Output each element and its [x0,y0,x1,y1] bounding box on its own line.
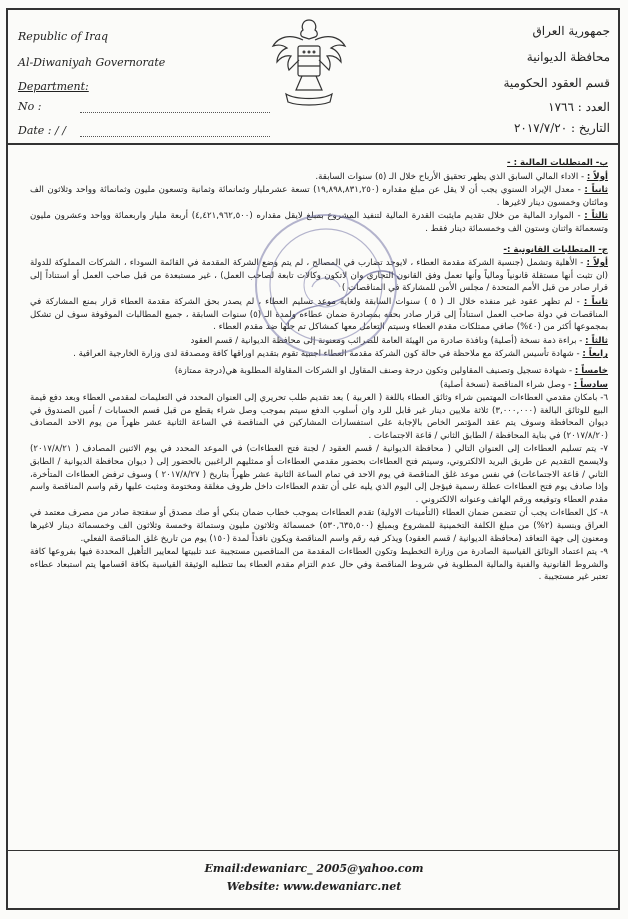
item-text: - شهادة تأسيس الشركة مع ملاحظة في حالة كون الشركة مقدمة العطاء اجنبية تقوم بتقديم اوراقها كافة ومصدقة لدى وزارة الخارجية العراقية . [73,349,580,360]
numbered-item-8: ٨- كل العطاءات يجب أن تتضمن ضمان العطاء (التأمينات الاولية) تقدم العطاءات بموجب خطاب ضمان بنكي أو صك مصدق أو سفتجة صادر من مصرف معتمد في العراق وبنسبة (٢%) من مبلغ الكلفة التخمينية للمشروع وبمبلغ (٥٣٠,٦٣٥,٥٠٠) خمسمائة وثلاثون مليون وستمائة وخمسة وثلاثون الف وخمسمائة دينار لاغيرها ومعنون إلى جهة التعاقد (محافظة الديوانية / قسم العقود) ويذكر فيه رقم واسم المناقصة ويكون نافذاً لمدة (١٥٠) يوم من تاريخ غلق المناقصة الفعلي. [30,508,608,544]
item-label: خامساً : [574,365,608,376]
header-department-ar: قسم العقود الحكومية [503,76,610,90]
legal-requirements-title: ج- المتطلبات القانونية :- [503,244,608,255]
item-text: - براءة ذمة نسخة (أصلية) ونافذة صادرة من الهيئة العامة للضرائب ومعنونة إلى محافظة الديوانية / قسم العقود [190,335,583,346]
item-text: - الموارد المالية من خلال تقديم مايثبت القدرة المالية لتنفيذ المشروع بمبلغ لايقل مقداره (٤,٤٢١,٩٦٢,٥٠٠) أربعة مليار واربعمائة وواحد وعشرون مليون وتسعمائة واثنان وستون الف وخمسمائة دينار فقط . [30,211,608,234]
header-country-en: Republic of Iraq [18,30,109,43]
header-date-ar: التاريخ : ٢٠١٧/٧/٢٠ [513,121,610,135]
header-number-ar: العدد : ١٧٦٦ [548,100,610,114]
footer-website: Website: www.dewaniarc.net [226,880,402,893]
item-label: ثالثاً : [585,335,608,346]
item-text: - الاداء المالي السابق الذي يظهر تحقيق الأرباح خلال الـ (٥) سنوات السابقة. [315,171,585,182]
official-stamp-icon [246,205,406,365]
item-text: - الأهلية وتشمل (جنسية الشركة مقدمة العطاء ، لايوجد تضارب في المصالح ، لم يتم وضع الشركة المقدمة في القائمة السوداء ، الشركات المملوكة للدولة (ان تثبت أنها مستقلة قانونياً ومالياً وأنها تعمل وفق القانون التجاري وان لاتكون وكالات تابعة لصاحب العمل) ، غير مستبعدة من قبل صاحب العمل أو استناداً إلى قرار صادر من قبل الأمم المتحدة / مجلس الأمن للمشاركة في المناقصات ) [30,258,608,294]
numbered-item-6: ٦- بامكان مقدمي العطاءات المهتمين شراء وثائق العطاء باللغة ( العربية ) بعد تقديم طلب تحريري إلى العنوان المحدد في التعليمات لمقدمي العطاء وبعد دفع قيمة البيع للوثائق البالغة (٣,٠٠٠,٠٠٠) ثلاثة ملايين دينار غير قابل للرد وان أسلوب الدفع سيتم بموجب وصل شراء يقطع من قبل قسم الحسابات / أمين الصندوق في ديوان المحافظة وسوف يتم عقد المؤتمر الخاص بالإجابة على استفسارات المشاركين في المناقصة في الساعة الثانية عشر ظهراً من يوم الاحد المصادف (٢٠١٧/٨/٢٠) في بناية المحافظة / الطابق الثاني / قاعة الاجتماعات . [30,393,608,441]
item-text: - لم تظهر عقود غير منفذه خلال الـ ( ٥ ) سنوات السابقة ولغاية موعد تسليم العطاء ، لم يصدر بحق الشركة مقدمة العطاء قرار بمنع المشاركة في المناقصات في دولة صاحب العمل استناداً إلى قرار صادر بحقه بمصادرة ضمان عطاءه ولمدة الـ (٥) سنوات السابقة ، جميع المطالبات الموقوفة سوف لن تشكل بمجموعها أكثر من (٤٠%) صافي ممتلكات مقدم العطاء وسيتم التعامل معها كمشاكل تم حلها ضد مقدم العطاء . [30,296,608,333]
numbered-item-7: ٧- يتم تسليم العطاءات إلى العنوان التالي ( محافظة الديوانية / قسم العقود / لجنة فتح العطاءات) في الموعد المحدد في يوم الاثنين المصادف ( ٢٠١٧/٨/٢١) ولايسمح التقديم عن طريق البريد الالكتروني، وسيتم فتح العطاءات بحضور مقدمي العطاءات أو ممثليهم الراغبين بالحضور إلى ( ديوان محافظة الديوانية / الطابق الثاني / قاعة الاجتماعات) في نفس موعد غلق المناقصة في يوم الاحد في تمام الساعة الثانية عشر ظهراً بتاريخ ( ٢٠١٧/٨/٢٧ ) وسوف ترفض العطاءات المتأخرة، وإذا صادف يوم فتح العطاءات عطلة رسمية فيؤجل إلى اليوم الذي يليه على أن تقدم العطاءات داخل ظروف مغلقة ومختومة ومثبت عليها رقم واسم المناقصة واسم مقدم العطاء وتوقيعه ورقم الهاتف وعنوانه الالكتروني . [30,444,608,505]
item-text: - معدل الإيراد السنوي يجب أن لا يقل عن مبلغ مقداره (١٩,٨٩٨,٨٣١,٢٥٠) تسعة عشرمليار وثمانمائة وثمانية وتسعون مليون وثمانمائة وواحد وثلاثون الف ومائتان وخمسون دينار لاغيرها . [30,185,608,208]
iraq-eagle-emblem-icon [268,12,350,112]
item-label: أولاً : [586,258,608,269]
footer-email: Email:dewaniarc_ 2005@yahoo.com [204,862,424,875]
numbered-item-9: ٩- يتم اعتماد الوثائق القياسية الصادرة من وزارة التخطيط وتكون العطاءات المقدمة من المناقصين مستجيبة عند تلبيتها لمعايير التأهيل المحددة فيها بفروعها كافة والشروط القانونية والفنية والمالية المطلوبة في شروط المناقصة وفي حال عدم التزام مقدم العطاء بما تتطلبه الوثيقة القياسية بكافة اقسامها يتم استبعاد عطاءه تعتبر غير مستجيبة . [30,547,608,583]
header-divider [8,143,620,145]
date-dotted-line [80,136,270,137]
item-text: - شهادة تسجيل وتصنيف المقاولين وتكون درجة وصنف المقاول او الشركات المقاولة المطلوبة هي(درجة ممتازة) [174,365,573,376]
header-governorate-en: Al-Diwaniyah Governorate [18,56,166,69]
item-label: رابعاً : [582,349,608,360]
header-department-en: Department: [18,80,89,93]
item-label: ثانياً : [583,296,608,307]
item-label: أولاً : [586,171,608,182]
financial-requirements-title: ب- المتطلبات المالية : - [507,158,608,168]
header-governorate-ar: محافظة الديوانية [526,50,610,64]
header-country-ar: جمهورية العراق [532,24,610,38]
header-date-label: Date : / / [18,124,66,137]
footer-divider [8,850,620,851]
item-label: ثانياً : [584,185,608,196]
header-no-label: No : [18,100,42,113]
item-text: - وصل شراء المناقصة (نسخة أصلية) [439,379,572,390]
sixth-item [30,379,608,392]
fifth-item [30,365,608,378]
item-label: سادساً : [573,379,608,390]
financial-item [30,171,608,184]
item-label: ثالثاً : [584,211,609,222]
no-dotted-line [80,112,270,113]
